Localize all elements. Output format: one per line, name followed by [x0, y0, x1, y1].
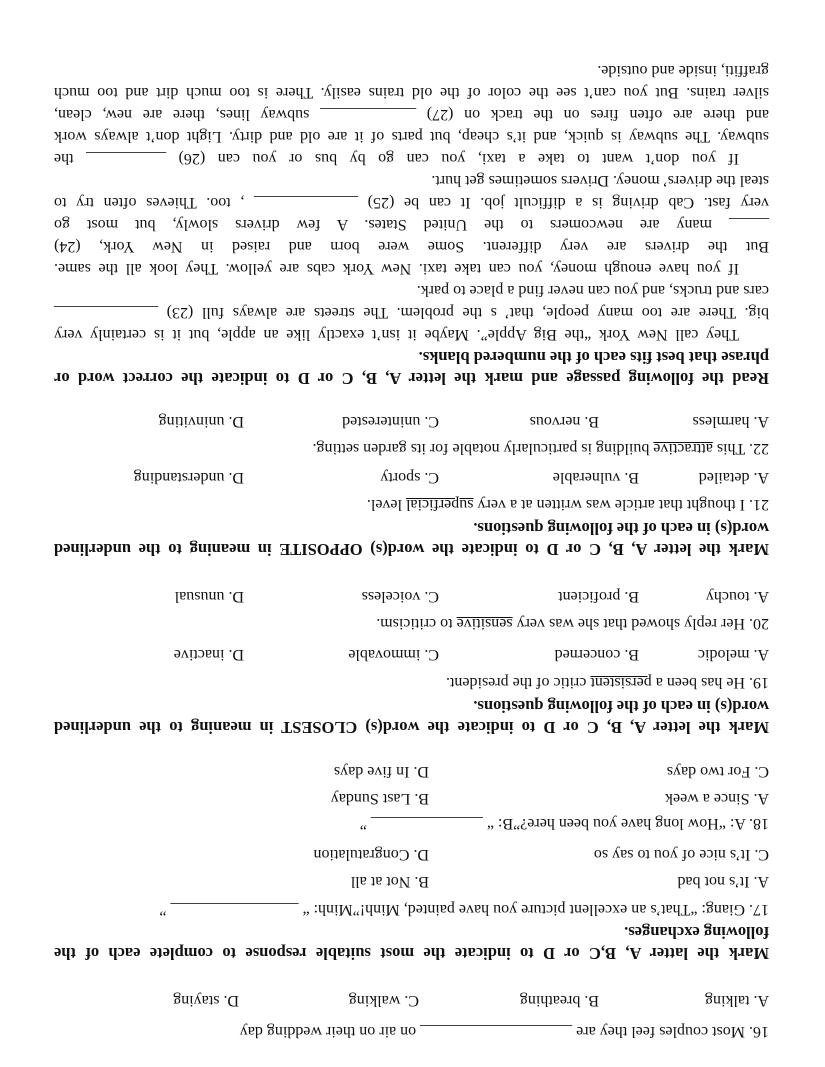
option-c: C. immovable — [348, 646, 439, 663]
question-16-options — [9, 989, 769, 1009]
question-17-options-row1 — [9, 870, 769, 890]
question-17-options-row2 — [9, 843, 769, 863]
passage-line: very fast. Cab driving is a difficult job. It can be (25) _____________ , too. Thieves often try to — [54, 194, 769, 211]
passage-line: They call New York “the Big Apple”. Maybe it isn’t exactly like an apple, but it is certainly very — [54, 326, 739, 343]
underlined-word: sensitive — [456, 615, 513, 632]
underlined-word: attractive — [653, 440, 713, 457]
option-a: A. touchy — [705, 588, 769, 605]
option-b: B. Not at all — [350, 873, 429, 890]
option-d: D. understanding — [133, 469, 244, 486]
option-b: B. breathing — [519, 992, 599, 1009]
option-b: B. proficient — [558, 588, 639, 605]
option-c: C. walking — [348, 992, 419, 1009]
passage-line: cars and trucks, and you can never find a place to park. — [416, 282, 769, 299]
passage-line: But the drivers are very different. Some were born and raised in New York, (24) — [54, 238, 769, 255]
option-c: C. uninterested — [342, 413, 439, 430]
option-d: D. Congratulation — [313, 846, 429, 863]
question-21-options — [9, 466, 769, 486]
section-passage-heading: Read the following passage and mark the letter A, B, C or D to indicate the correct word or — [54, 369, 769, 388]
option-b: B. concerned — [554, 646, 639, 663]
section-closest-heading-2: word(s) in each of the following questions. — [473, 697, 769, 716]
passage-line: and there are often fires on the track on (27) ____________ subway lines, there are new, clean, — [54, 106, 769, 123]
option-a: A. detailed — [698, 469, 769, 486]
question-20-options — [9, 585, 769, 605]
passage-line: graffiti, inside and outside. — [597, 62, 769, 79]
option-a: A. Since a week — [665, 790, 769, 807]
underlined-word: persistent — [590, 674, 652, 691]
passage-line: silver trains. But you can’t see the color of the old trains easily. There is too much dirt and too much — [54, 84, 769, 101]
section-opposite-heading-2: word(s) in each of the following questions. — [473, 519, 769, 538]
passage-line: If you don’t want to take a taxi, you can go by bus or you can (26) __________ the — [54, 150, 739, 167]
option-d: D. uninviting — [158, 413, 244, 430]
option-b: B. Last Sunday — [330, 790, 429, 807]
question-21-stem: 21. I thought that article was written at a very superficial level. — [366, 496, 769, 513]
section-response-heading-2: following exchanges. — [624, 923, 769, 942]
option-a: A. melodic — [697, 646, 769, 663]
option-a: A. It’s not bad — [677, 873, 769, 890]
question-22-options — [9, 410, 769, 430]
question-20-stem: 20. Her reply showed that she was very sensitive to criticism. — [376, 615, 769, 632]
option-c: C. sporty — [380, 469, 439, 486]
question-18-stem: 18. A: “How long have you been here?”B: “ ______________ ” — [359, 815, 769, 832]
section-passage-heading-2: phrase that best fits each of the numbered blanks. — [418, 348, 769, 367]
question-19-options — [9, 643, 769, 663]
section-closest-heading: Mark the letter A, B, C or D to indicate the word(s) CLOSEST in meaning to the underlined — [54, 718, 769, 737]
option-b: B. vulnerable — [552, 469, 639, 486]
option-b: B. nervous — [529, 413, 599, 430]
question-19-stem: 19. He has been a persistent critic of the president. — [445, 674, 769, 691]
question-18-options-row2 — [9, 760, 769, 780]
option-d: D. inactive — [173, 646, 244, 663]
passage-line: big. There are too many people, that’ s the problem. The streets are always full (23) _____________ — [54, 304, 769, 321]
question-16-stem: 16. Most couples feel they are ___________________ on air on their wedding day — [239, 1023, 769, 1040]
passage-line: steal the drivers’ money. Drivers sometimes get hurt. — [431, 172, 769, 189]
option-c: C. For two days — [666, 763, 769, 780]
option-a: A. harmless — [692, 413, 769, 430]
option-c: C. It’s nice of you to say so — [593, 846, 769, 863]
passage-line: _____ many are newcomers to the United States. A few drivers slowly, but most go — [54, 216, 769, 233]
section-response-heading: Mark the latter A, B,C or D to indicate the most suitable response to complete each of the — [54, 944, 769, 963]
passage-line: If you have enough money, you can take taxi. New York cabs are yellow. They look all the same. — [54, 260, 739, 277]
option-d: D. unusual — [174, 588, 244, 605]
underlined-word: superficial — [406, 496, 474, 513]
option-a: A. talking — [705, 992, 769, 1009]
section-opposite-heading: Mark the letter A, B, C or D to indicate the word(s) OPPOSITE in meaning to the underlined — [54, 540, 769, 559]
question-17-stem: 17. Giang: “That’s an excellent picture you have painted, Minh!”Minh: “ ________________ ” — [159, 901, 769, 918]
question-18-options-row1 — [9, 787, 769, 807]
option-c: C. voiceless — [361, 588, 439, 605]
option-d: D. In five days — [333, 763, 429, 780]
question-22-stem: 22. This attractive building is particularly notable for its garden setting. — [312, 440, 769, 457]
option-d: D. staying — [173, 992, 239, 1009]
passage-line: subway. The subway is quick, and it’s cheap, but parts of it are old and dirty. Light don’t always work — [54, 128, 769, 145]
